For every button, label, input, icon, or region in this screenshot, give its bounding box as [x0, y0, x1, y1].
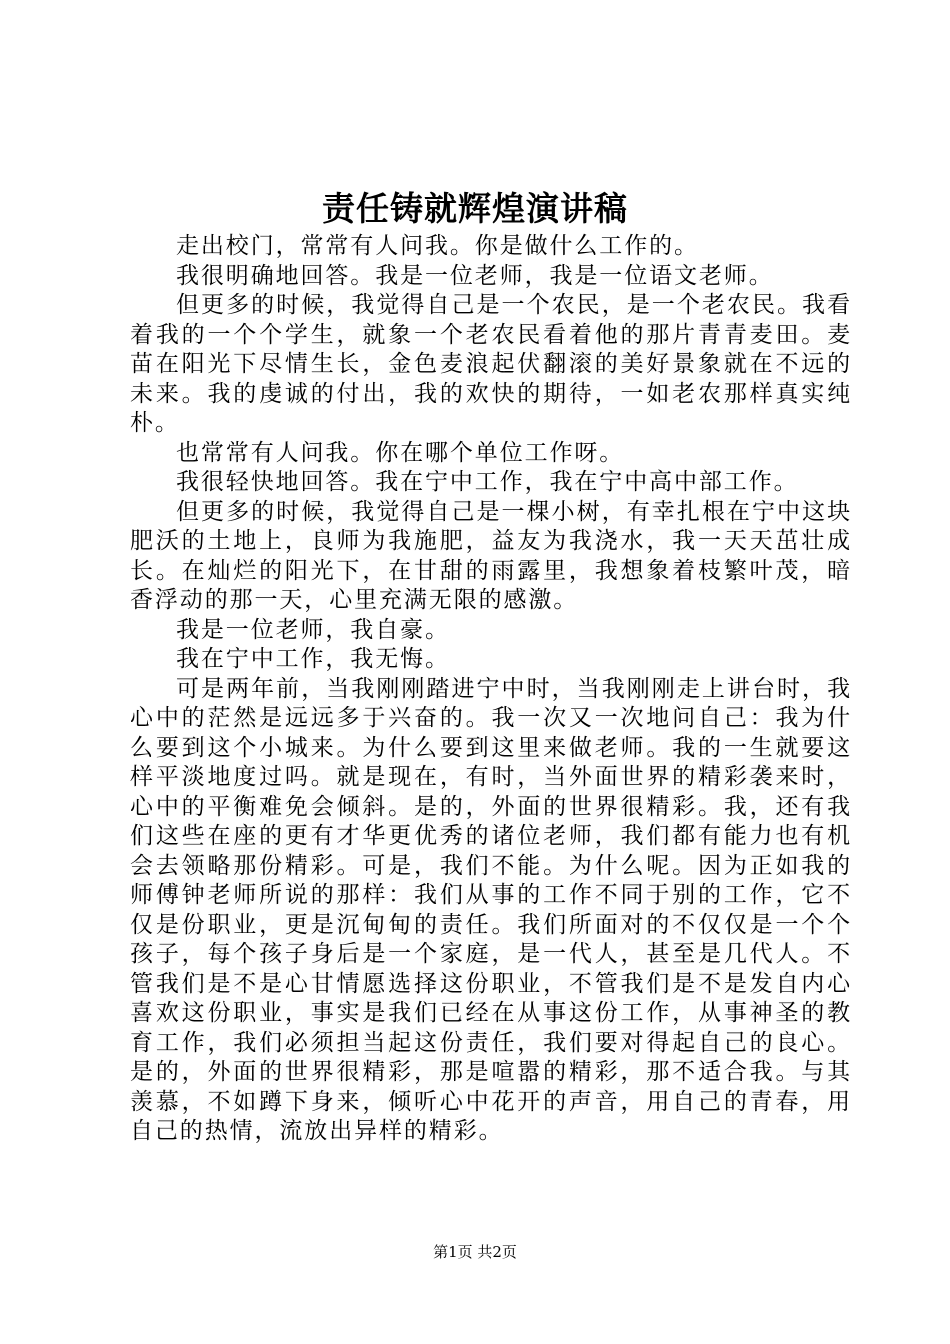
paragraph: 但更多的时候，我觉得自己是一棵小树，有幸扎根在宁中这块肥沃的土地上，良师为我施肥，益友为我浇水，我一天天茁壮成长。在灿烂的阳光下，在甘甜的雨露里，我想象着枝繁叶茂，暗香浮动的那一天，心里充满无限的感激。	[130, 498, 852, 613]
paragraph: 可是两年前，当我刚刚踏进宁中时，当我刚刚走上讲台时，我心中的茫然是远远多于兴奋的。我一次又一次地问自己：我为什么要到这个小城来。为什么要到这里来做老师。我的一生就要这样平淡地度过吗。就是现在，有时，当外面世界的精彩袭来时，心中的平衡难免会倾斜。是的，外面的世界很精彩。我，还有我们这些在座的更有才华更优秀的诸位老师，我们都有能力也有机会去领略那份精彩。可是，我们不能。为什么呢。因为正如我的师傅钟老师所说的那样：我们从事的工作不同于别的工作，它不仅是份职业，更是沉甸甸的责任。我们所面对的不仅仅是一个个孩子，每个孩子身后是一个家庭，是一代人，甚至是几代人。不管我们是不是心甘情愿选择这份职业，不管我们是不是发自内心喜欢这份职业，事实是我们已经在从事这份工作，从事神圣的教育工作，我们必须担当起这份责任，我们要对得起自己的良心。是的，外面的世界很精彩，那是喧嚣的精彩，那不适合我。与其羡慕，不如蹲下身来，倾听心中花开的声音，用自己的青春，用自己的热情，流放出异样的精彩。	[130, 675, 852, 1144]
paragraph: 我是一位老师，我自豪。	[176, 616, 450, 643]
document-title: 责任铸就辉煌演讲稿	[322, 189, 628, 228]
paragraph: 我很明确地回答。我是一位老师，我是一位语文老师。	[176, 262, 774, 289]
document-body	[130, 232, 852, 1147]
paragraph: 也常常有人问我。你在哪个单位工作呀。	[176, 439, 625, 466]
page-footer: 第1页 共2页	[433, 1243, 517, 1261]
paragraph: 我很轻快地回答。我在宁中工作，我在宁中高中部工作。	[176, 469, 799, 495]
paragraph: 走出校门，常常有人问我。你是做什么工作的。	[176, 233, 699, 259]
paragraph: 我在宁中工作，我无悔。	[176, 646, 450, 672]
paragraph: 但更多的时候，我觉得自己是一个农民，是一个老农民。我看着我的一个个学生，就象一个老农民看着他的那片青青麦田。麦苗在阳光下尽情生长，金色麦浪起伏翻滚的美好景象就在不远的未来。我的虔诚的付出，我的欢快的期待，一如老农那样真实纯朴。	[130, 292, 852, 436]
